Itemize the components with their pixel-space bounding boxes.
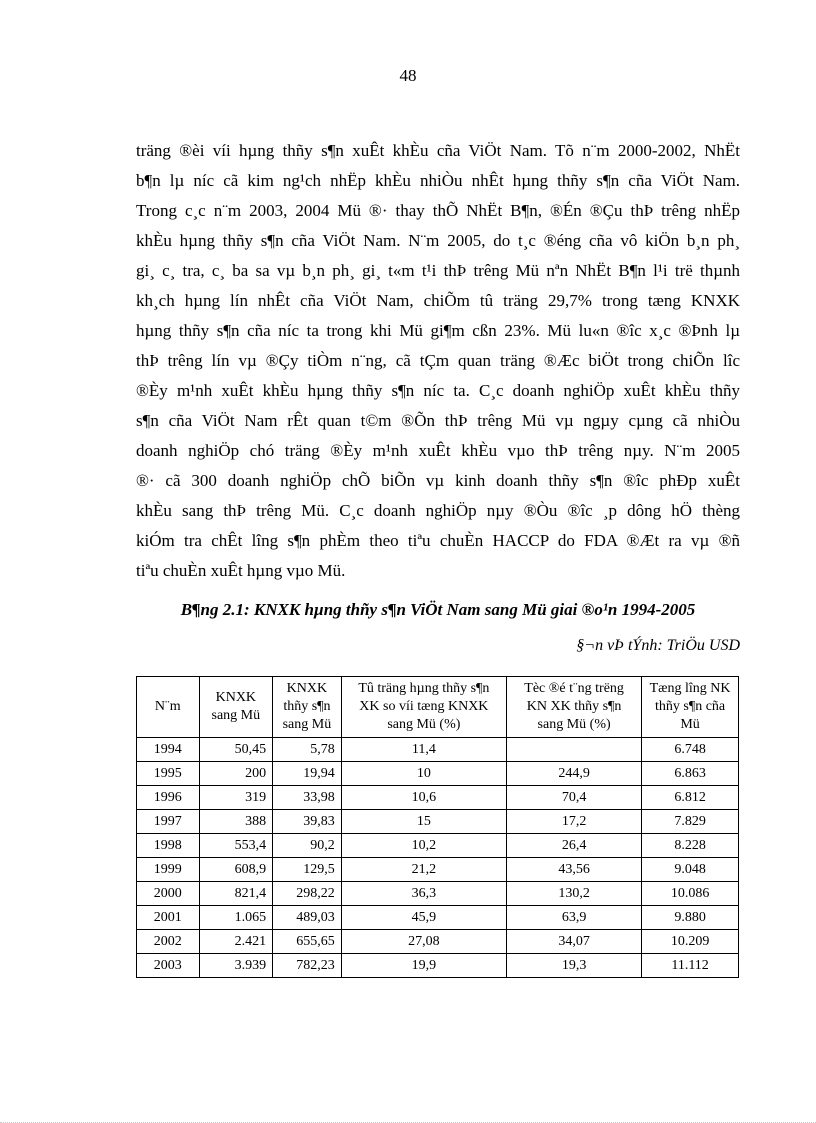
cell-growth-rate <box>507 738 642 762</box>
paragraph-line: tiªu chuÈn xuÊt hµng vµo Mü. <box>136 561 346 580</box>
cell-knxk-to-us: 50,45 <box>199 738 273 762</box>
cell-year: 2000 <box>137 882 200 906</box>
header-seafood-knxk-to-us: KNXK thñy s¶n sang Mü <box>273 677 342 738</box>
cell-seafood-share: 10,6 <box>341 786 506 810</box>
cell-knxk-to-us: 388 <box>199 810 273 834</box>
cell-us-imports: 7.829 <box>642 810 739 834</box>
cell-seafood-share: 21,2 <box>341 858 506 882</box>
table-row <box>137 930 739 954</box>
cell-growth-rate: 244,9 <box>507 762 642 786</box>
cell-growth-rate: 130,2 <box>507 882 642 906</box>
paragraph-line: gi¸ c¸ tra, c¸ ba sa vµ b¸n ph¸ gi¸ t«m t¹i thÞ trêng Mü nªn NhËt B¶n l¹i trë thµnh <box>136 261 740 280</box>
cell-us-imports: 11.112 <box>642 954 739 978</box>
cell-knxk-to-us: 1.065 <box>199 906 273 930</box>
cell-seafood-knxk: 129,5 <box>273 858 342 882</box>
header-year: N¨m <box>137 677 200 738</box>
cell-seafood-share: 15 <box>341 810 506 834</box>
cell-seafood-knxk: 782,23 <box>273 954 342 978</box>
unit-note: §¬n vÞ tÝnh: TriÖu USD <box>576 637 740 654</box>
body-paragraph <box>136 136 740 586</box>
cell-knxk-to-us: 3.939 <box>199 954 273 978</box>
paragraph-line: Trong c¸c n¨m 2003, 2004 Mü ®· thay thÕ NhËt B¶n, ®Én ®Çu thÞ trêng nhËp <box>136 201 740 220</box>
header-us-seafood-imports: Tæng lîng NK thñy s¶n cña Mü <box>642 677 739 738</box>
cell-seafood-share: 11,4 <box>341 738 506 762</box>
paragraph-line: kiÓm tra chÊt lîng s¶n phÈm theo tiªu chuÈn HACCP do FDA ®Æt ra vµ ®ñ <box>136 531 740 550</box>
table-row <box>137 810 739 834</box>
page-number: 48 <box>399 66 417 85</box>
cell-us-imports: 10.209 <box>642 930 739 954</box>
cell-us-imports: 6.748 <box>642 738 739 762</box>
cell-seafood-share: 10,2 <box>341 834 506 858</box>
cell-knxk-to-us: 319 <box>199 786 273 810</box>
cell-seafood-knxk: 39,83 <box>273 810 342 834</box>
paragraph-line: träng ®èi víi hµng thñy s¶n xuÊt khÈu cña ViÖt Nam. Tõ n¨m 2000-2002, NhËt <box>136 141 740 160</box>
cell-seafood-share: 36,3 <box>341 882 506 906</box>
cell-us-imports: 6.863 <box>642 762 739 786</box>
table-row <box>137 882 739 906</box>
cell-growth-rate: 34,07 <box>507 930 642 954</box>
cell-year: 1995 <box>137 762 200 786</box>
table-row <box>137 786 739 810</box>
cell-growth-rate: 43,56 <box>507 858 642 882</box>
paragraph-line: khÈu sang thÞ trêng Mü. C¸c doanh nghiÖp nµy ®Òu ®îc ¸p dông hÖ thèng <box>136 501 740 520</box>
paragraph-line: b¶n lµ níc cã kim ng¹ch nhËp khÈu nhiÒu nhÊt hµng thñy s¶n cña ViÖt Nam. <box>136 171 740 190</box>
paragraph-line: khÈu hµng thñy s¶n cña ViÖt Nam. N¨m 2005, do t¸c ®éng cña vô kiÖn b¸n ph¸ <box>136 231 740 250</box>
table-row <box>137 762 739 786</box>
cell-knxk-to-us: 608,9 <box>199 858 273 882</box>
paragraph-line: s¶n cña ViÖt Nam rÊt quan t©m ®Õn thÞ trêng Mü vµ ngµy cµng cã nhiÒu <box>136 411 740 430</box>
cell-seafood-share: 45,9 <box>341 906 506 930</box>
export-data-table <box>136 676 739 978</box>
cell-growth-rate: 63,9 <box>507 906 642 930</box>
cell-seafood-share: 27,08 <box>341 930 506 954</box>
header-growth-rate: Tèc ®é t¨ng trëng KN XK thñy s¶n sang Mü (%) <box>507 677 642 738</box>
cell-knxk-to-us: 200 <box>199 762 273 786</box>
cell-us-imports: 9.880 <box>642 906 739 930</box>
cell-year: 1998 <box>137 834 200 858</box>
table-header-row <box>137 677 739 738</box>
cell-year: 1996 <box>137 786 200 810</box>
paragraph-line: ®· cã 300 doanh nghiÖp chÕ biÕn vµ kinh doanh thñy s¶n ®îc phÐp xuÊt <box>136 471 740 490</box>
cell-year: 1997 <box>137 810 200 834</box>
cell-knxk-to-us: 821,4 <box>199 882 273 906</box>
cell-us-imports: 8.228 <box>642 834 739 858</box>
header-knxk-to-us: KNXK sang Mü <box>199 677 273 738</box>
header-seafood-share: Tû träng hµng thñy s¶n XK so víi tæng KNXK sang Mü (%) <box>341 677 506 738</box>
cell-seafood-knxk: 90,2 <box>273 834 342 858</box>
cell-year: 1999 <box>137 858 200 882</box>
cell-knxk-to-us: 2.421 <box>199 930 273 954</box>
cell-year: 2002 <box>137 930 200 954</box>
paragraph-line: doanh nghiÖp chó träng ®Èy m¹nh xuÊt khÈu vµo thÞ trêng nµy. N¨m 2005 <box>136 441 740 460</box>
table-row <box>137 954 739 978</box>
cell-seafood-knxk: 489,03 <box>273 906 342 930</box>
paragraph-line: kh¸ch hµng lín nhÊt cña ViÖt Nam, chiÕm tû träng 29,7% trong tæng KNXK <box>136 291 740 310</box>
cell-us-imports: 9.048 <box>642 858 739 882</box>
cell-seafood-knxk: 19,94 <box>273 762 342 786</box>
cell-year: 2003 <box>137 954 200 978</box>
cell-us-imports: 6.812 <box>642 786 739 810</box>
cell-seafood-share: 10 <box>341 762 506 786</box>
cell-seafood-knxk: 5,78 <box>273 738 342 762</box>
table-row <box>137 834 739 858</box>
cell-growth-rate: 17,2 <box>507 810 642 834</box>
cell-seafood-knxk: 655,65 <box>273 930 342 954</box>
cell-growth-rate: 70,4 <box>507 786 642 810</box>
table-caption: B¶ng 2.1: KNXK hµng thñy s¶n ViÖt Nam sang Mü giai ®o¹n 1994-2005 <box>180 600 696 619</box>
cell-seafood-share: 19,9 <box>341 954 506 978</box>
paragraph-line: thÞ trêng lín vµ ®Çy tiÒm n¨ng, cã tÇm quan träng ®Æc biÖt trong chiÕn lîc <box>136 351 740 370</box>
cell-year: 1994 <box>137 738 200 762</box>
cell-seafood-knxk: 33,98 <box>273 786 342 810</box>
table-row <box>137 906 739 930</box>
cell-year: 2001 <box>137 906 200 930</box>
table-row <box>137 738 739 762</box>
paragraph-line: hµng thñy s¶n cña níc ta trong khi Mü gi¶m cßn 23%. Mü lu«n ®îc x¸c ®Þnh lµ <box>136 321 740 340</box>
cell-us-imports: 10.086 <box>642 882 739 906</box>
cell-seafood-knxk: 298,22 <box>273 882 342 906</box>
cell-knxk-to-us: 553,4 <box>199 834 273 858</box>
cell-growth-rate: 26,4 <box>507 834 642 858</box>
cell-growth-rate: 19,3 <box>507 954 642 978</box>
paragraph-line: ®Èy m¹nh xuÊt khÈu hµng thñy s¶n níc ta. C¸c doanh nghiÖp xuÊt khÈu thñy <box>136 381 740 400</box>
table-row <box>137 858 739 882</box>
table-body <box>137 738 739 978</box>
